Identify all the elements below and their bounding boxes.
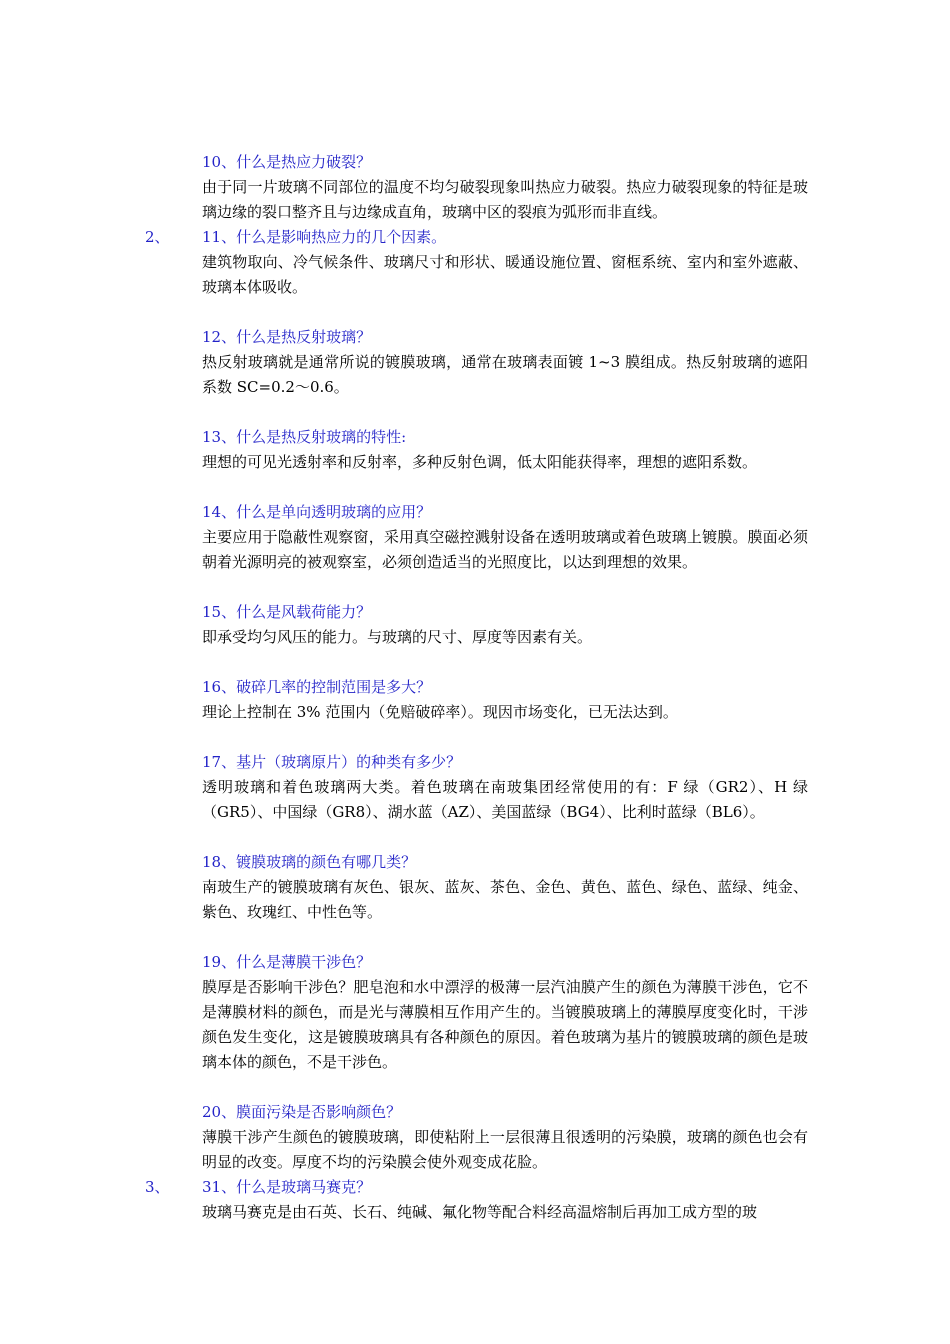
- list-number: 3、: [145, 1178, 170, 1196]
- question-12: 12、什么是热反射玻璃？: [202, 328, 372, 346]
- question-31: 3、 31、什么是玻璃马赛克？: [202, 1175, 808, 1200]
- answer-12: 热反射玻璃就是通常所说的镀膜玻璃，通常在玻璃表面镀 1~3 膜组成。热反射玻璃的遮阳系数 SC=0.2～0.6。: [202, 353, 808, 396]
- answer-19: 膜厚是否影响干涉色？肥皂泡和水中漂浮的极薄一层汽油膜产生的颜色为薄膜干涉色，它不是薄膜材料的颜色，而是光与薄膜相互作用产生的。当镀膜玻璃上的薄膜厚度变化时，干涉颜色发生变化，这是镀膜玻璃具有各种颜色的原因。着色玻璃为基片的镀膜玻璃的颜色是玻璃本体的颜色，不是干涉色。: [202, 978, 808, 1071]
- question-18: 18、镀膜玻璃的颜色有哪几类？: [202, 853, 417, 871]
- question-13: 13、什么是热反射玻璃的特性:: [202, 428, 407, 446]
- question-16: 16、破碎几率的控制范围是多大？: [202, 678, 432, 696]
- answer-13: 理想的可见光透射率和反射率，多种反射色调，低太阳能获得率，理想的遮阳系数。: [202, 453, 758, 471]
- question-17: 17、基片（玻璃原片）的种类有多少？: [202, 753, 462, 771]
- list-number: 2、: [145, 228, 170, 246]
- answer-16: 理论上控制在 3% 范围内（免赔破碎率）。现因市场变化，已无法达到。: [202, 703, 678, 721]
- question-14: 14、什么是单向透明玻璃的应用？: [202, 503, 432, 521]
- qa-list: [145, 150, 808, 1225]
- question-20: 20、膜面污染是否影响颜色？: [202, 1103, 402, 1121]
- answer-20: 薄膜干涉产生颜色的镀膜玻璃，即使粘附上一层很薄且很透明的污染膜，玻璃的颜色也会有明显的改变。厚度不均的污染膜会使外观变成花脸。: [202, 1128, 808, 1171]
- question-19: 19、什么是薄膜干涉色？: [202, 953, 372, 971]
- answer-10: 由于同一片玻璃不同部位的温度不均匀破裂现象叫热应力破裂。热应力破裂现象的特征是玻璃边缘的裂口整齐且与边缘成直角，玻璃中区的裂痕为弧形而非直线。: [202, 178, 808, 221]
- question-10: 10、什么是热应力破裂？: [202, 153, 372, 171]
- answer-17: 透明玻璃和着色玻璃两大类。着色玻璃在南玻集团经常使用的有：F 绿（GR2）、H 绿（GR5）、中国绿（GR8）、湖水蓝（AZ）、美国蓝绿（BG4）、比利时蓝绿（BL6）。: [202, 778, 808, 821]
- question-15: 15、什么是风载荷能力？: [202, 603, 372, 621]
- answer-14: 主要应用于隐蔽性观察窗，采用真空磁控溅射设备在透明玻璃或着色玻璃上镀膜。膜面必须朝着光源明亮的被观察室，必须创造适当的光照度比，以达到理想的效果。: [202, 528, 808, 571]
- answer-18: 南玻生产的镀膜玻璃有灰色、银灰、蓝灰、茶色、金色、黄色、蓝色、绿色、蓝绿、纯金、紫色、玫瑰红、中性色等。: [202, 878, 808, 921]
- answer-31: 玻璃马赛克是由石英、长石、纯碱、氟化物等配合料经高温熔制后再加工成方型的玻: [202, 1203, 758, 1221]
- question-11: 2、 11、什么是影响热应力的几个因素。: [202, 225, 808, 250]
- answer-15: 即承受均匀风压的能力。与玻璃的尺寸、厚度等因素有关。: [202, 628, 593, 646]
- answer-11: 建筑物取向、冷气候条件、玻璃尺寸和形状、暖通设施位置、窗框系统、室内和室外遮蔽、玻璃本体吸收。: [202, 253, 808, 296]
